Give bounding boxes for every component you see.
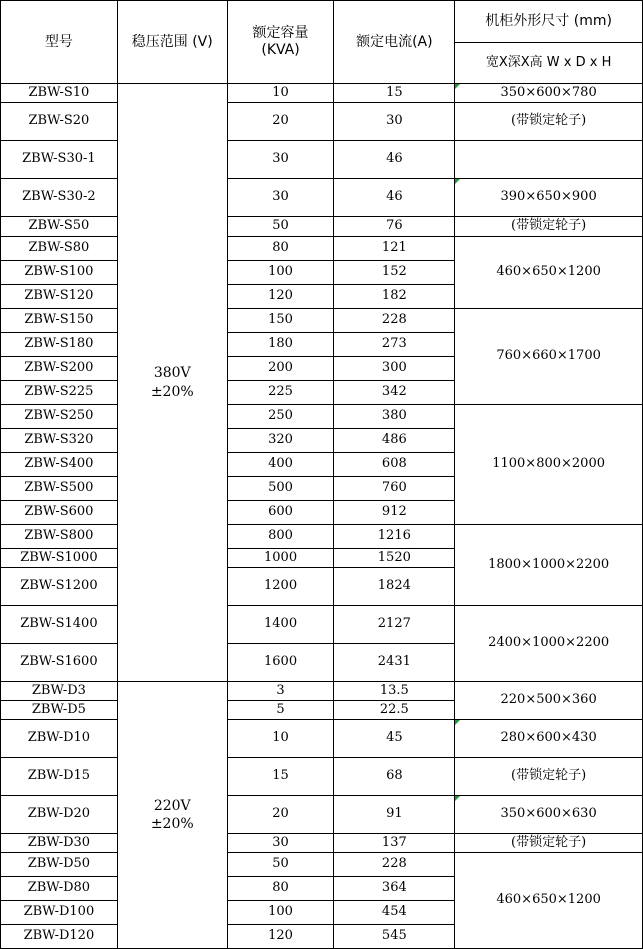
amp-cell: 273	[334, 333, 455, 357]
dims-text: 280×600×430	[500, 730, 597, 746]
model-cell: ZBW-S400	[1, 453, 118, 477]
amp-cell: 182	[334, 285, 455, 309]
dims-cell	[455, 179, 643, 217]
amp-cell: 1824	[334, 568, 455, 606]
kva-cell: 400	[227, 453, 334, 477]
dims-cell: 460×650×1200	[455, 853, 643, 949]
amp-cell: 364	[334, 877, 455, 901]
model-cell: ZBW-S100	[1, 261, 118, 285]
dims-text: 350×600×780	[500, 84, 597, 100]
comment-marker-icon	[455, 179, 460, 184]
model-cell: ZBW-S1200	[1, 568, 118, 606]
header-model: 型号	[1, 1, 118, 84]
kva-cell: 100	[227, 901, 334, 925]
dims-cell: 760×660×1700	[455, 309, 643, 405]
model-cell: ZBW-S800	[1, 525, 118, 549]
header-capacity-line2: (KVA)	[261, 42, 300, 58]
header-capacity-line1: 额定容量	[252, 24, 309, 41]
kva-cell: 1000	[227, 549, 334, 568]
kva-cell: 120	[227, 925, 334, 949]
model-cell: ZBW-S180	[1, 333, 118, 357]
dims-text: 390×650×900	[500, 189, 597, 205]
table-row	[1, 84, 643, 103]
table-row	[1, 141, 643, 179]
dims-cell: (带锁定轮子)	[455, 217, 643, 237]
model-cell: ZBW-S600	[1, 501, 118, 525]
dims-cell: (带锁定轮子)	[455, 758, 643, 796]
model-cell: ZBW-S20	[1, 103, 118, 141]
amp-cell: 2431	[334, 644, 455, 682]
model-cell: ZBW-S30-2	[1, 179, 118, 217]
amp-cell: 380	[334, 405, 455, 429]
kva-cell: 20	[227, 103, 334, 141]
range-380-value: 380V	[153, 365, 191, 382]
model-cell: ZBW-D120	[1, 925, 118, 949]
dims-cell: 1100×800×2000	[455, 405, 643, 525]
header-capacity	[227, 1, 334, 84]
model-cell: ZBW-S200	[1, 357, 118, 381]
kva-cell: 50	[227, 217, 334, 237]
amp-cell: 228	[334, 853, 455, 877]
amp-cell: 912	[334, 501, 455, 525]
kva-cell: 10	[227, 720, 334, 758]
table-row	[1, 103, 643, 141]
range-cell-380	[117, 84, 227, 682]
dims-cell	[455, 141, 643, 179]
model-cell: ZBW-S10	[1, 84, 118, 103]
model-cell: ZBW-S30-1	[1, 141, 118, 179]
model-cell: ZBW-D5	[1, 701, 118, 720]
kva-cell: 100	[227, 261, 334, 285]
amp-cell: 300	[334, 357, 455, 381]
model-cell: ZBW-D100	[1, 901, 118, 925]
amp-cell: 342	[334, 381, 455, 405]
table-row	[1, 682, 643, 701]
amp-cell: 545	[334, 925, 455, 949]
kva-cell: 500	[227, 477, 334, 501]
table-row	[1, 834, 643, 853]
dims-text: 350×600×630	[500, 806, 597, 822]
amp-cell: 2127	[334, 606, 455, 644]
range-220-value: 220V	[153, 797, 191, 814]
table-row	[1, 796, 643, 834]
kva-cell: 80	[227, 237, 334, 261]
kva-cell: 15	[227, 758, 334, 796]
model-cell: ZBW-S250	[1, 405, 118, 429]
amp-cell: 46	[334, 141, 455, 179]
amp-cell: 30	[334, 103, 455, 141]
range-380-tolerance: ±20%	[150, 383, 194, 400]
kva-cell: 80	[227, 877, 334, 901]
range-220-tolerance: ±20%	[150, 816, 194, 832]
amp-cell: 1520	[334, 549, 455, 568]
dims-cell	[455, 84, 643, 103]
model-cell: ZBW-D15	[1, 758, 118, 796]
amp-cell: 46	[334, 179, 455, 217]
comment-marker-icon	[455, 84, 460, 89]
model-cell: ZBW-S225	[1, 381, 118, 405]
dims-cell	[455, 796, 643, 834]
table-row	[1, 758, 643, 796]
kva-cell: 30	[227, 141, 334, 179]
header-current: 额定电流(A)	[334, 1, 455, 84]
amp-cell: 1216	[334, 525, 455, 549]
dims-cell: 1800×1000×2200	[455, 525, 643, 606]
amp-cell: 68	[334, 758, 455, 796]
kva-cell: 200	[227, 357, 334, 381]
model-cell: ZBW-S320	[1, 429, 118, 453]
dims-cell: 460×650×1200	[455, 237, 643, 309]
header-dims: 机柜外形尺寸 (mm)	[455, 1, 643, 43]
table-row	[1, 853, 643, 877]
amp-cell: 608	[334, 453, 455, 477]
model-cell: ZBW-D10	[1, 720, 118, 758]
kva-cell: 225	[227, 381, 334, 405]
table-row	[1, 606, 643, 644]
amp-cell: 454	[334, 901, 455, 925]
kva-cell: 180	[227, 333, 334, 357]
kva-cell: 1400	[227, 606, 334, 644]
amp-cell: 22.5	[334, 701, 455, 720]
kva-cell: 50	[227, 853, 334, 877]
amp-cell: 45	[334, 720, 455, 758]
amp-cell: 76	[334, 217, 455, 237]
amp-cell: 121	[334, 237, 455, 261]
model-cell: ZBW-D80	[1, 877, 118, 901]
dims-cell: (带锁定轮子)	[455, 103, 643, 141]
dims-cell: (带锁定轮子)	[455, 834, 643, 853]
kva-cell: 800	[227, 525, 334, 549]
kva-cell: 10	[227, 84, 334, 103]
amp-cell: 486	[334, 429, 455, 453]
model-cell: ZBW-D50	[1, 853, 118, 877]
model-cell: ZBW-S150	[1, 309, 118, 333]
table-row	[1, 525, 643, 549]
header-row	[1, 1, 643, 43]
table-row	[1, 720, 643, 758]
kva-cell: 20	[227, 796, 334, 834]
dims-cell	[455, 720, 643, 758]
table-row	[1, 237, 643, 261]
model-cell: ZBW-S1400	[1, 606, 118, 644]
kva-cell: 30	[227, 834, 334, 853]
kva-cell: 5	[227, 701, 334, 720]
model-cell: ZBW-D30	[1, 834, 118, 853]
model-cell: ZBW-S50	[1, 217, 118, 237]
kva-cell: 120	[227, 285, 334, 309]
amp-cell: 91	[334, 796, 455, 834]
model-cell: ZBW-S1600	[1, 644, 118, 682]
header-dims-sub: 宽X深X高 W x D x H	[455, 43, 643, 84]
dims-cell: 220×500×360	[455, 682, 643, 720]
header-range: 稳压范围 (V)	[117, 1, 227, 84]
comment-marker-icon	[455, 720, 460, 725]
amp-cell: 137	[334, 834, 455, 853]
kva-cell: 3	[227, 682, 334, 701]
table-row	[1, 179, 643, 217]
table-row	[1, 405, 643, 429]
amp-cell: 228	[334, 309, 455, 333]
kva-cell: 150	[227, 309, 334, 333]
model-cell: ZBW-D3	[1, 682, 118, 701]
kva-cell: 1600	[227, 644, 334, 682]
model-cell: ZBW-S1000	[1, 549, 118, 568]
amp-cell: 13.5	[334, 682, 455, 701]
range-cell-220	[117, 682, 227, 949]
kva-cell: 30	[227, 179, 334, 217]
amp-cell: 15	[334, 84, 455, 103]
table-row	[1, 309, 643, 333]
kva-cell: 1200	[227, 568, 334, 606]
model-cell: ZBW-S500	[1, 477, 118, 501]
dims-cell: 2400×1000×2200	[455, 606, 643, 682]
kva-cell: 250	[227, 405, 334, 429]
kva-cell: 320	[227, 429, 334, 453]
amp-cell: 152	[334, 261, 455, 285]
kva-cell: 600	[227, 501, 334, 525]
model-cell: ZBW-S120	[1, 285, 118, 309]
comment-marker-icon	[455, 796, 460, 801]
model-cell: ZBW-D20	[1, 796, 118, 834]
table-row	[1, 217, 643, 237]
model-cell: ZBW-S80	[1, 237, 118, 261]
amp-cell: 760	[334, 477, 455, 501]
